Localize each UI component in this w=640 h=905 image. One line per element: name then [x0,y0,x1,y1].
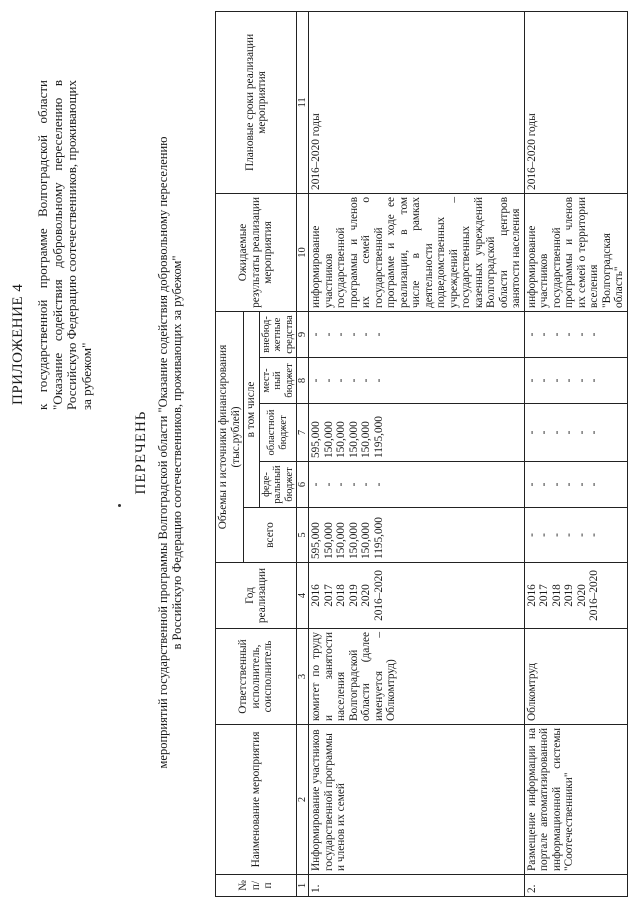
appendix-subtitle: к государственной программе Волгоградской области "Оказание содействия добровольному переселению в Российскую Федерацию соотечественников, проживающих за рубежом" [35,80,94,410]
column-number: 8 [297,358,309,404]
local-cell: - [563,378,575,383]
federal-cell: - [588,482,600,487]
total-cell: - [538,533,550,537]
regional-cell: 150,000 [360,421,372,458]
header-extrabudget: внебюд-жетные средства [259,311,297,357]
column-number: 4 [297,563,309,629]
regional-cell: 150,000 [347,421,360,458]
local-cell: - [525,378,538,383]
regional-cell: - [588,430,600,435]
federal-cell: - [310,482,322,487]
year-cell: 2016 [525,584,538,607]
local-cell: - [550,378,563,383]
year-cell: 2019 [347,584,360,607]
row-extrabudget [309,311,525,357]
column-number: 2 [297,725,309,875]
extrabudget-cell: - [525,332,538,337]
row-deadline: 2016–2020 годы [309,11,525,193]
federal-cell: - [360,482,372,487]
extrabudget-cell: - [538,332,550,337]
header-deadlines: Плановые сроки реализации мероприятия [216,11,297,193]
document-heading: ПЕРЕЧЕНЬ [133,410,149,495]
regional-cell: - [538,430,550,435]
row-local [309,358,525,404]
extrabudget-cell: - [575,332,588,337]
local-cell: - [372,378,385,383]
header-total: всего [244,508,297,563]
row-regional [309,404,525,462]
header-federal: феде-ральный бюджет [259,462,297,508]
column-number: 1 [297,875,309,897]
row-name: Размещение информации на портале автоматизированной информационной системы "Соотечественники" [524,725,627,875]
column-number: 3 [297,629,309,725]
year-cell: 2016 [310,584,322,607]
federal-cell: - [335,482,347,487]
federal-cell: - [322,482,335,487]
table-row [309,11,525,896]
year-cell: 2018 [335,584,347,607]
row-num: 2. [524,875,627,897]
year-cell: 2017 [322,584,335,607]
extrabudget-cell: - [550,332,563,337]
row-num: 1. [309,875,525,897]
total-cell: - [563,533,575,537]
local-cell: - [575,378,588,383]
total-cell: - [550,533,563,537]
total-cell: - [588,533,600,537]
header-results: Ожидаемые результаты реализации мероприятия [216,193,297,311]
row-regional [524,404,627,462]
regional-cell: 1195,000 [372,416,385,458]
year-cell: 2016–2020 [372,570,385,621]
row-years [309,563,525,629]
document-subtitle-line1: мероприятий государственной программы Волгоградской области "Оказание содействия добровольному переселению [156,136,170,769]
header-year: Год реализации [216,563,297,629]
column-numbers-row [297,11,309,896]
row-deadline: 2016–2020 годы [524,11,627,193]
header-local: мест-ный бюджет [259,358,297,404]
federal-cell: - [372,482,385,487]
total-cell: - [525,533,538,537]
local-cell: - [588,378,600,383]
scan-speck [118,504,121,507]
column-number: 10 [297,193,309,311]
local-cell: - [335,378,347,383]
regional-cell: 150,000 [335,421,347,458]
header-regional: областной бюджет [259,404,297,462]
extrabudget-cell: - [335,332,347,337]
total-cell: 150,000 [360,522,372,559]
document-subtitle-line2: в Российскую Федерацию соотечественников, проживающих за рубежом" [170,255,184,650]
column-number: 5 [297,508,309,563]
regional-cell: - [525,430,538,435]
extrabudget-cell: - [310,332,322,337]
header-including: в том числе [244,311,260,507]
header-funding-group: Объемы и источники финансирования (тыс.рублей) [216,311,244,562]
total-cell: 595,000 [310,522,322,559]
column-number: 6 [297,462,309,508]
row-executor: комитет по труду и занятости населения Волгоградской области (далее именуется – Облкомтруд) [309,629,525,725]
regional-cell: 595,000 [310,421,322,458]
federal-cell: - [525,482,538,487]
row-local [524,358,627,404]
year-cell: 2019 [563,584,575,607]
table-row [524,11,627,896]
row-federal [309,462,525,508]
appendix-title: ПРИЛОЖЕНИЕ 4 [10,283,26,405]
regional-cell: 150,000 [322,421,335,458]
row-total [524,508,627,563]
total-cell: 150,000 [335,522,347,559]
federal-cell: - [575,482,588,487]
regional-cell: - [575,430,588,435]
year-cell: 2018 [550,584,563,607]
year-cell: 2020 [575,584,588,607]
extrabudget-cell: - [563,332,575,337]
extrabudget-cell: - [360,332,372,337]
local-cell: - [360,378,372,383]
year-cell: 2016–2020 [588,570,600,621]
local-cell: - [322,378,335,383]
row-extrabudget [524,311,627,357]
header-name: Наименование мероприятия [216,725,297,875]
year-cell: 2017 [538,584,550,607]
header-executor: Ответственный исполнитель, соисполнитель [216,629,297,725]
local-cell: - [310,378,322,383]
row-result: информирование участников государственной программы и членов их семей о государственной программе и ходе ее реализации, в том числе в рамках деятельности подведомственных учреждений – государственных казенных учреждений Волгоградской области центров занятости населения [309,193,525,311]
total-cell: 150,000 [347,522,360,559]
header-num: № п/п [216,875,297,897]
total-cell: - [575,533,588,537]
row-result: информирование участников государственной программы и членов их семей о территории вселения "Волгоградская область" [524,193,627,311]
column-number: 11 [297,11,309,193]
column-number: 7 [297,404,309,462]
measures-table [215,11,628,897]
row-years [524,563,627,629]
row-name: Информирование участников государственной программы и членов их семей [309,725,525,875]
extrabudget-cell: - [372,332,385,337]
regional-cell: - [550,430,563,435]
row-executor: Облкомтруд [524,629,627,725]
row-federal [524,462,627,508]
extrabudget-cell: - [322,332,335,337]
column-number: 9 [297,311,309,357]
extrabudget-cell: - [588,332,600,337]
local-cell: - [347,378,360,383]
federal-cell: - [347,482,360,487]
row-total [309,508,525,563]
extrabudget-cell: - [347,332,360,337]
year-cell: 2020 [360,584,372,607]
local-cell: - [538,378,550,383]
total-cell: 150,000 [322,522,335,559]
federal-cell: - [563,482,575,487]
federal-cell: - [538,482,550,487]
regional-cell: - [563,430,575,435]
document-subtitle [156,0,184,905]
total-cell: 1195,000 [372,517,385,559]
federal-cell: - [550,482,563,487]
